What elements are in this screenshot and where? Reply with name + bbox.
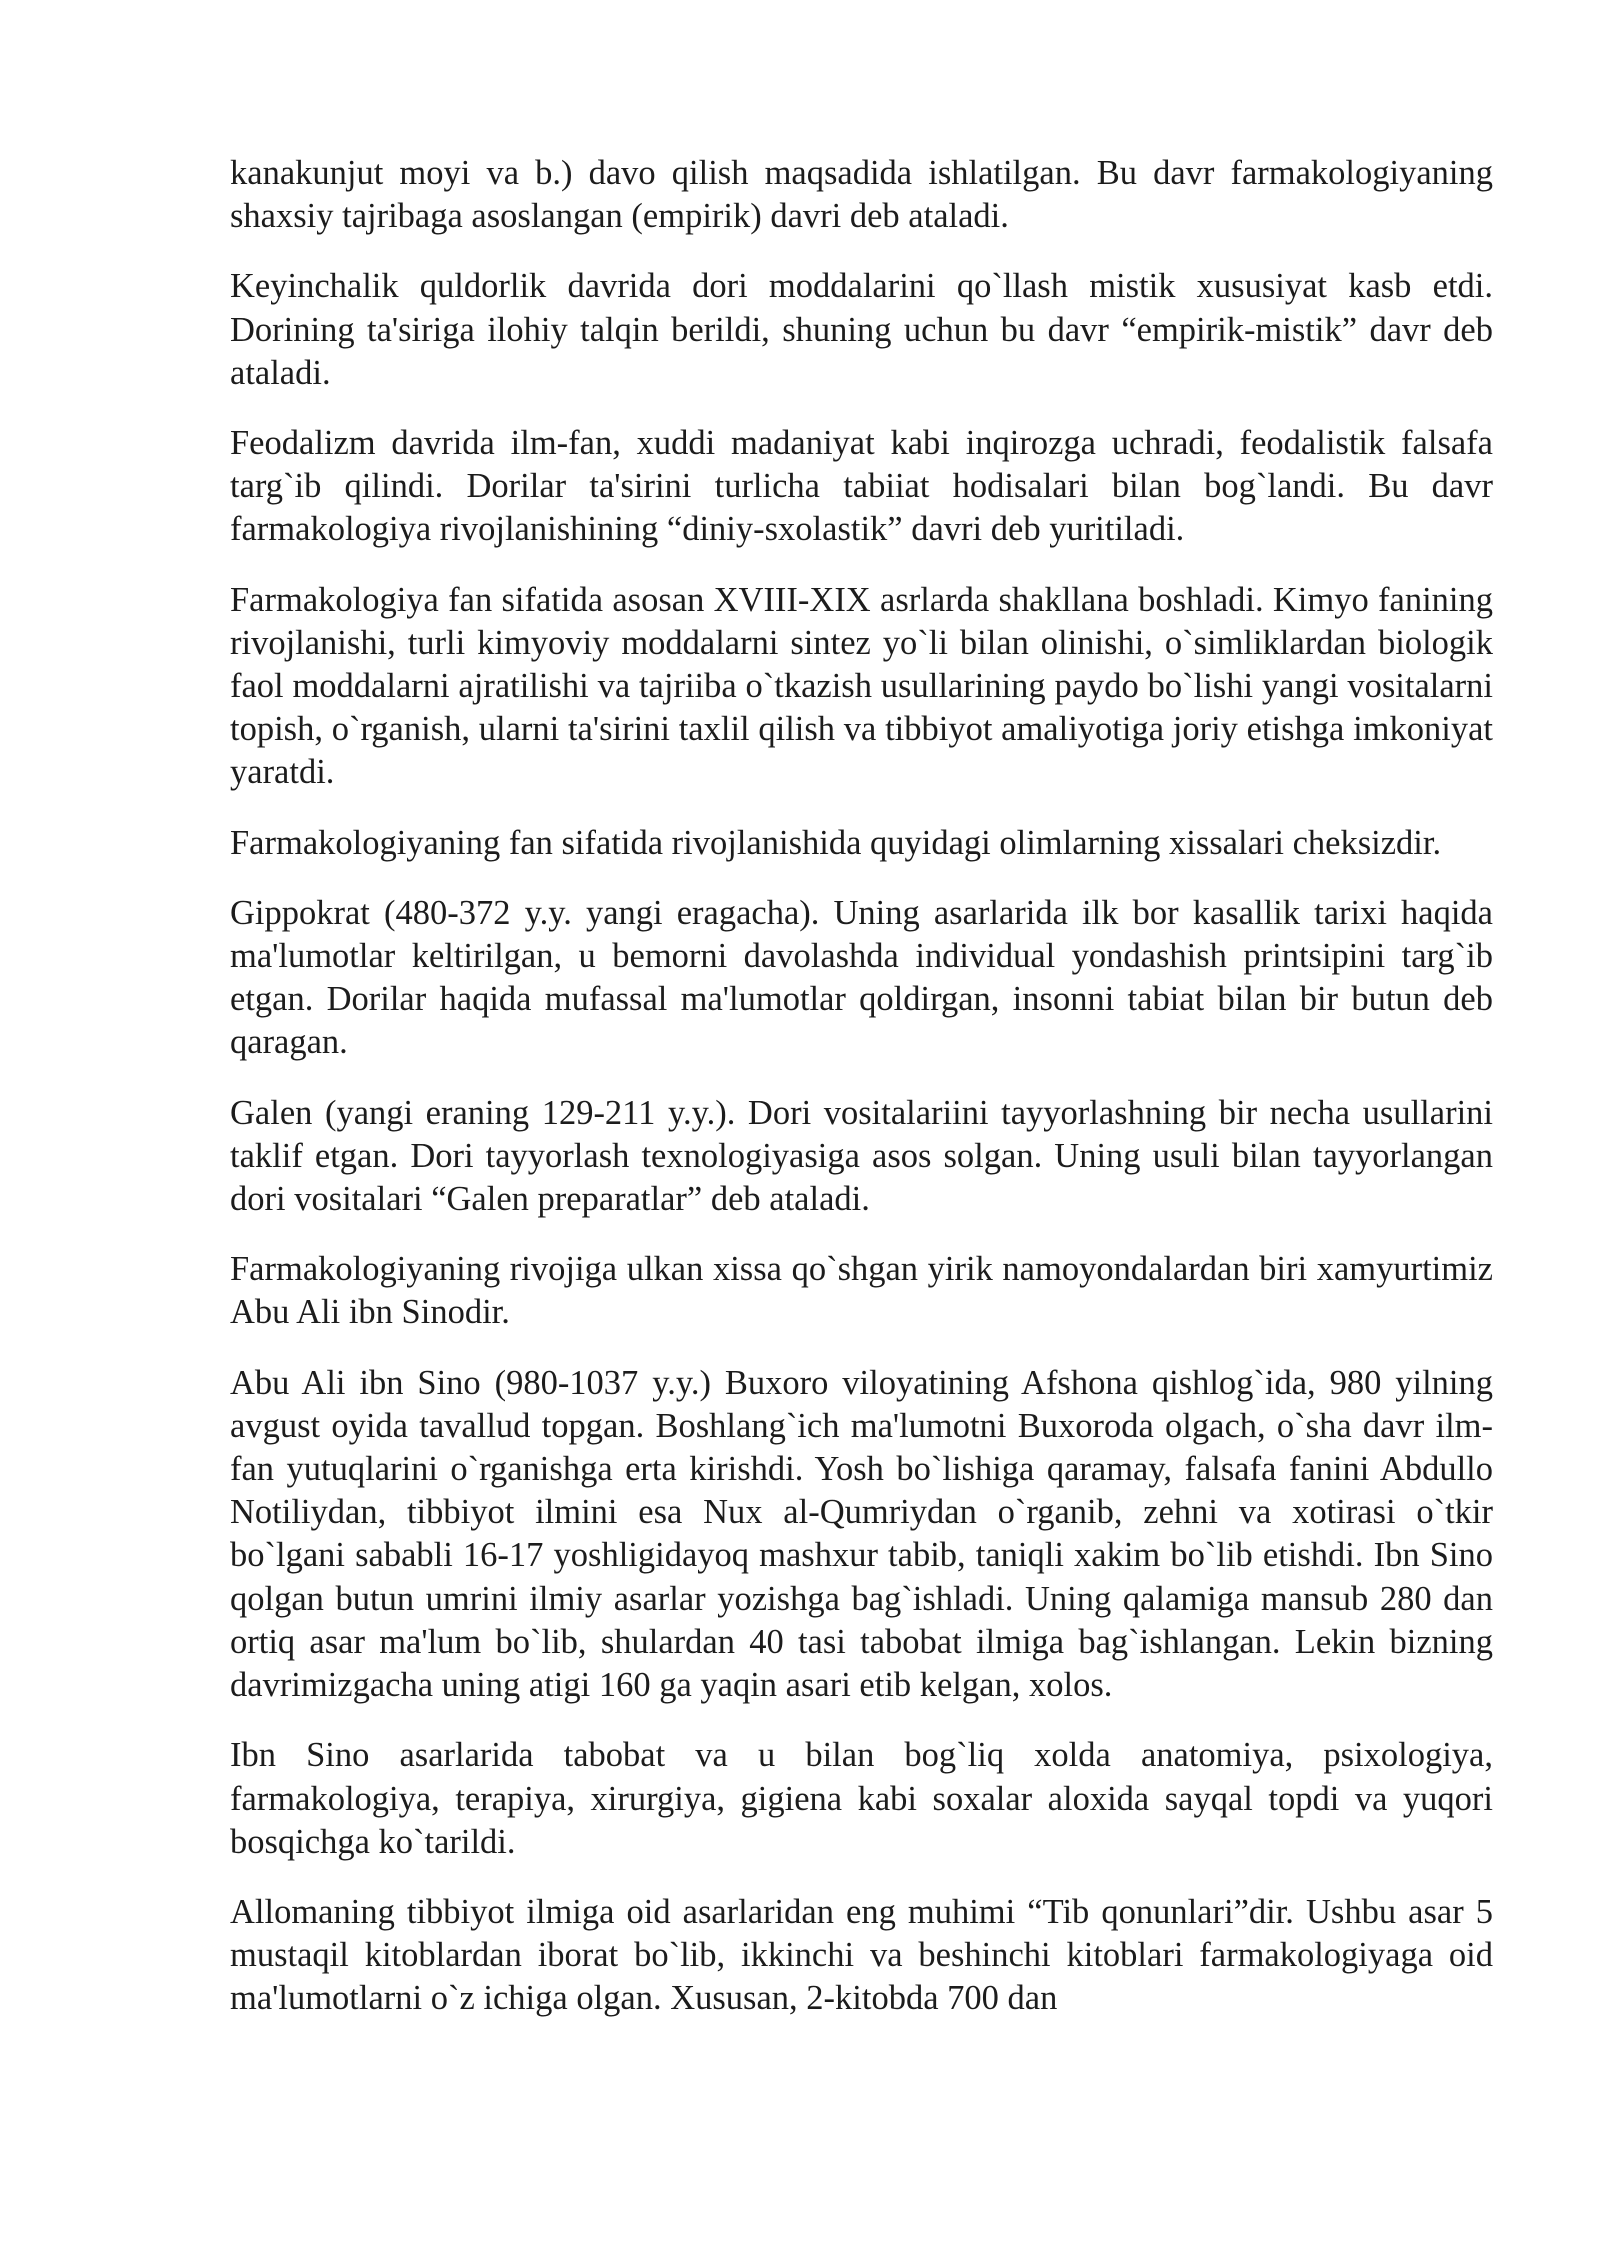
paragraph-1: kanakunjut moyi va b.) davo qilish maqsadida ishlatilgan. Bu davr farmakologiyaning shaxsiy tajribaga asoslangan (empirik) davri deb ataladi. [230, 154, 1493, 236]
paragraph-5: Farmakologiyaning fan sifatida rivojlanishida quyidagi olimlarning xissalari cheksizdir. [230, 823, 1442, 862]
paragraph-6: Gippokrat (480-372 y.y. yangi eragacha). Uning asarlarida ilk bor kasallik tarixi haqida ma'lumotlar keltirilgan, u bemorni davolashda individual yondashish printsipini targ`ib etgan. Dorilar haqida mufassal ma'lumotlar qoldirgan, insonni tabiat bilan bir butun deb qaragan. [230, 893, 1493, 1062]
paragraph-2: Keyinchalik quldorlik davrida dori moddalarini qo`llash mistik xususiyat kasb etdi. Dorining ta'siriga ilohiy talqin berildi, shuning uchun bu davr “empirik-mistik” davr deb ataladi. [230, 267, 1493, 392]
paragraph-9: Abu Ali ibn Sino (980-1037 y.y.) Buxoro viloyatining Afshona qishlog`ida, 980 yilning avgust oyida tavallud topgan. Boshlang`ich ma'lumotni Buxoroda olgach, o`sha davr ilm-fan yutuqlarini o`rganishga erta kirishdi. Yosh bo`lishiga qaramay, falsafa fanini Abdullo Notiliydan, tibbiyot ilmini esa Nux al-Qumriydan o`rganib, zehni va xotirasi o`tkir bo`lgani sababli 16-17 yoshligidayoq mashxur tabib, taniqli xakim bo`lib etishdi. Ibn Sino qolgan butun umrini ilmiy asarlar yozishga bag`ishladi. Uning qalamiga mansub 280 dan ortiq asar ma'lum bo`lib, shulardan 40 tasi tabobat ilmiga bag`ishlangan. Lekin bizning davrimizgacha uning atigi 160 ga yaqin asari etib kelgan, xolos. [230, 1363, 1493, 1705]
paragraph-7: Galen (yangi eraning 129-211 y.y.). Dori vositalariini tayyorlashning bir necha usullarini taklif etgan. Dori tayyorlash texnologiyasiga asos solgan. Uning usuli bilan tayyorlangan dori vositalari “Galen preparatlar” deb ataladi. [230, 1093, 1493, 1219]
paragraph-10: Ibn Sino asarlarida tabobat va u bilan bog`liq xolda anatomiya, psixologiya, farmakologiya, terapiya, xirurgiya, gigiena kabi soxalar aloxida sayqal topdi va yuqori bosqichga ko`tarildi. [230, 1736, 1493, 1861]
document-body [230, 152, 1493, 2021]
paragraph-4: Farmakologiya fan sifatida asosan XVIII-XIX asrlarda shakllana boshladi. Kimyo fanining rivojlanishi, turli kimyoviy moddalarni sintez yo`li bilan olinishi, o`simliklardan biologik faol moddalarni ajratilishi va tajriiba o`tkazish usullarining paydo bo`lishi yangi vositalarni topish, o`rganish, ularni ta'sirini taxlil qilish va tibbiyot amaliyotiga joriy etishga imkoniyat yaratdi. [230, 580, 1493, 792]
paragraph-11: Allomaning tibbiyot ilmiga oid asarlaridan eng muhimi “Tib qonunlari”dir. Ushbu asar 5 mustaqil kitoblardan iborat bo`lib, ikkinchi va beshinchi kitoblari farmakologiyaga oid ma'lumotlarni o`z ichiga olgan. Xususan, 2-kitobda 700 dan [230, 1892, 1493, 2018]
paragraph-3: Feodalizm davrida ilm-fan, xuddi madaniyat kabi inqirozga uchradi, feodalistik falsafa targ`ib qilindi. Dorilar ta'sirini turlicha tabiiat hodisalari bilan bog`landi. Bu davr farmakologiya rivojlanishining “diniy-sxolastik” davri deb yuritiladi. [230, 424, 1493, 549]
paragraph-8: Farmakologiyaning rivojiga ulkan xissa qo`shgan yirik namoyondalardan biri xamyurtimiz Abu Ali ibn Sinodir. [230, 1250, 1493, 1332]
